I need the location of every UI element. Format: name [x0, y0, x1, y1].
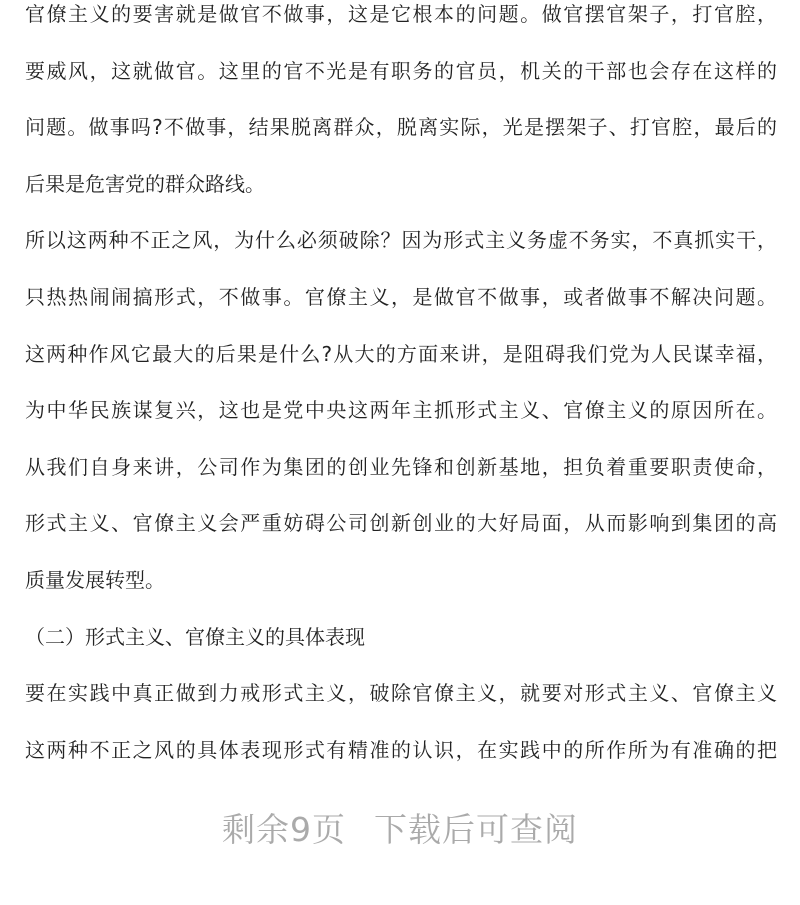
text-line: 后果是危害党的群众路线。 [25, 171, 265, 196]
text-line: 所以这两种不正之风，为什么必须破除？因为形式主义务虚不务实，不真抓实干， [25, 228, 777, 253]
paywall-footer[interactable] [0, 804, 800, 851]
text-line: 要威风，这就做官。这里的官不光是有职务的官员，机关的干部也会存在这样的 [25, 58, 777, 83]
text-line: 从我们自身来讲，公司作为集团的创业先锋和创新基地，担负着重要职责使命， [25, 454, 777, 479]
text-line: 要在实践中真正做到力戒形式主义，破除官僚主义，就要对形式主义、官僚主义 [25, 681, 777, 706]
text-line: （二）形式主义、官僚主义的具体表现 [25, 624, 365, 649]
text-line: 这两种作风它最大的后果是什么?从大的方面来讲，是阻碍我们党为人民谋幸福， [25, 341, 777, 366]
download-hint-label: 下载后可查阅 [374, 810, 578, 849]
document-body [25, 0, 777, 778]
text-line: 这两种不正之风的具体表现形式有精准的认识，在实践中的所作所为有准确的把 [25, 737, 777, 762]
text-line: 问题。做事吗?不做事，结果脱离群众，脱离实际，光是摆架子、打官腔，最后的 [25, 115, 777, 140]
text-line: 为中华民族谋复兴，这也是党中央这两年主抓形式主义、官僚主义的原因所在。 [25, 398, 777, 423]
text-line: 质量发展转型。 [25, 567, 165, 592]
text-line: 官僚主义的要害就是做官不做事，这是它根本的问题。做官摆官架子，打官腔， [25, 2, 777, 26]
text-line: 形式主义、官僚主义会严重妨碍公司创新创业的大好局面，从而影响到集团的高 [25, 511, 777, 536]
text-line: 只热热闹闹搞形式，不做事。官僚主义，是做官不做事，或者做事不解决问题。 [25, 284, 777, 309]
remaining-pages-label: 剩余9页 [222, 810, 346, 849]
